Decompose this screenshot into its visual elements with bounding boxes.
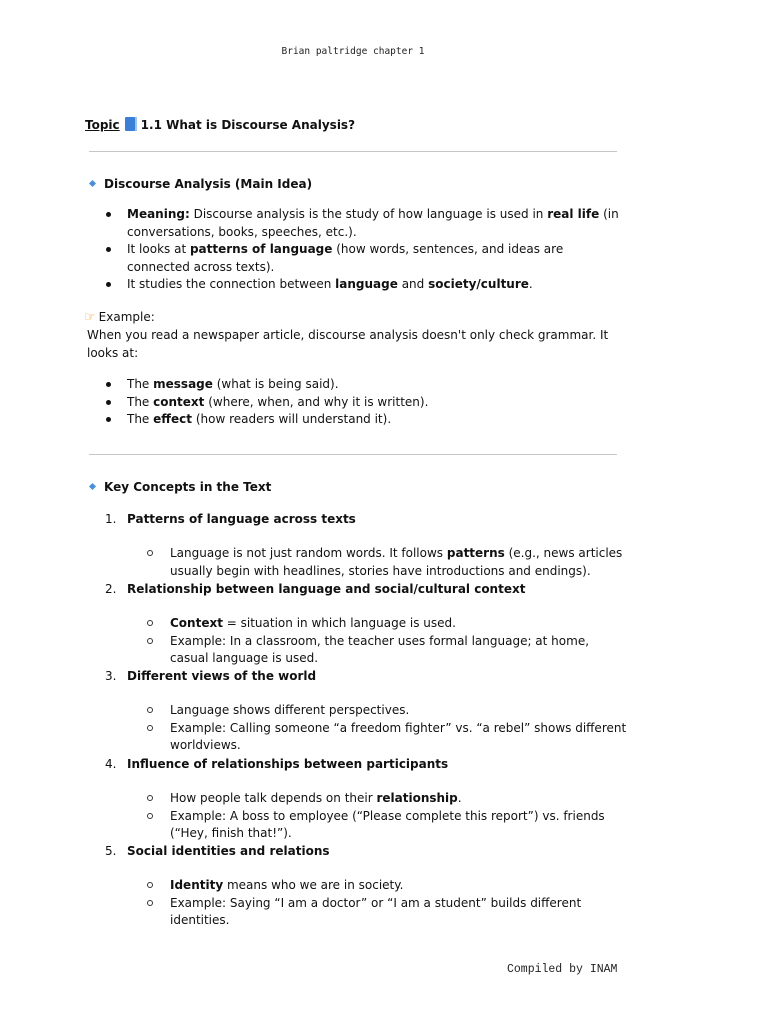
numbered-item [105, 843, 330, 859]
divider [89, 454, 617, 455]
bold-text: patterns [446, 546, 505, 560]
diamond-bullet-icon [89, 483, 96, 490]
hollow-bullet-icon [147, 882, 153, 888]
item-number: 5. [105, 844, 117, 858]
bold-text: message [153, 377, 213, 391]
book-icon [125, 117, 137, 131]
numbered-item [105, 511, 356, 527]
bold-text: society/culture [428, 277, 529, 291]
bullet-dot-icon [106, 400, 111, 405]
sub-list-item [147, 702, 627, 720]
text-run: (in conversations, books, speeches, etc.). [127, 207, 619, 239]
item-number: 1. [105, 512, 117, 526]
sub-list [147, 790, 627, 843]
item-title: Social identities and relations [127, 844, 330, 858]
sub-list-item [147, 877, 627, 895]
text-run: The [127, 412, 154, 426]
text-run: Language shows different perspectives. [170, 703, 410, 717]
hollow-bullet-icon [147, 550, 153, 556]
sub-list [147, 615, 627, 668]
sub-list-item [147, 790, 627, 808]
text-run: (how words, sentences, and ideas are connected across texts). [127, 242, 564, 274]
bullet-dot-icon [106, 247, 111, 252]
topic-label: Topic [85, 118, 120, 132]
list-item [85, 276, 625, 294]
item-title: Influence of relationships between participants [127, 757, 449, 771]
text-run: Discourse analysis is the study of how language is used in [189, 207, 548, 221]
text-run: (how readers will understand it). [192, 412, 392, 426]
bold-text: patterns of language [189, 242, 333, 256]
text-run: (what is being said). [212, 377, 339, 391]
hollow-bullet-icon [147, 707, 153, 713]
text-run: The [127, 394, 154, 409]
page-footer: Compiled by INAM [507, 963, 618, 976]
bold-text: Meaning: [127, 207, 190, 221]
example-label: Example: [98, 310, 155, 324]
list-item [85, 241, 625, 276]
section-heading-text: Discourse Analysis (Main Idea) [104, 177, 313, 191]
divider [89, 151, 617, 152]
sub-list [147, 877, 627, 930]
hollow-bullet-icon [147, 795, 153, 801]
topic-title: 1.1 What is Discourse Analysis? [140, 118, 356, 132]
text-run: = situation in which language is used. [222, 616, 456, 630]
bold-text: context [153, 394, 205, 409]
hollow-bullet-icon [147, 725, 153, 731]
bold-text: Identity [170, 878, 224, 892]
example-label-line [84, 309, 155, 326]
example-list [85, 376, 625, 429]
sub-list-item [147, 720, 627, 755]
numbered-item [105, 581, 525, 597]
text-run: Example: In a classroom, the teacher uses formal language; at home, casual language is used. [170, 633, 590, 665]
list-item [85, 411, 625, 429]
text-run: . [528, 277, 533, 291]
hollow-bullet-icon [147, 813, 153, 819]
text-run: Language is not just random words. It follows [170, 546, 447, 560]
hollow-bullet-icon [147, 638, 153, 644]
list-item [85, 206, 625, 241]
topic-line [85, 117, 355, 133]
diamond-bullet-icon [89, 180, 96, 187]
sub-list-item [147, 808, 627, 843]
text-run: Example: Calling someone “a freedom fighter” vs. “a rebel” shows different worldviews. [170, 720, 627, 752]
text-run: means who we are in society. [223, 878, 404, 892]
hollow-bullet-icon [147, 900, 153, 906]
sub-list-item [147, 545, 627, 580]
item-title: Different views of the world [127, 669, 317, 683]
item-title: Relationship between language and social/cultural context [127, 582, 526, 596]
list-item [85, 394, 625, 412]
list-item [85, 376, 625, 394]
item-title: Patterns of language across texts [127, 512, 356, 526]
bold-text: effect [153, 412, 192, 426]
text-run: It looks at [127, 242, 190, 256]
sub-list-item [147, 895, 627, 930]
example-paragraph: When you read a newspaper article, discourse analysis doesn't only check grammar. It looks at: [87, 328, 609, 360]
text-run: Example: Saying “I am a doctor” or “I am a student” builds different identities. [170, 895, 582, 927]
hollow-bullet-icon [147, 620, 153, 626]
section-heading-main-idea [85, 176, 312, 192]
sub-list [147, 545, 627, 580]
bullet-dot-icon [106, 382, 111, 387]
main-idea-list [85, 206, 625, 294]
sub-list-item [147, 615, 627, 633]
numbered-item [105, 668, 316, 684]
sub-list-item [147, 633, 627, 668]
bold-text: Context [170, 616, 223, 630]
text-run: and [397, 277, 429, 291]
bullet-dot-icon [106, 417, 111, 422]
text-run: The [127, 377, 154, 391]
bold-text: real life [547, 207, 600, 221]
bullet-dot-icon [106, 212, 111, 217]
text-run: It studies the connection between [127, 277, 336, 291]
section-heading-key-concepts [85, 479, 271, 495]
bold-text: relationship [376, 791, 458, 805]
text-run: How people talk depends on their [170, 791, 377, 805]
page-header: Brian paltridge chapter 1 [281, 46, 425, 57]
bold-text: language [335, 277, 398, 291]
text-run: . [457, 791, 462, 805]
text-run: (where, when, and why it is written). [204, 394, 429, 409]
item-number: 3. [105, 669, 117, 683]
sub-list [147, 702, 627, 755]
bullet-dot-icon [106, 282, 111, 287]
text-run: Example: A boss to employee (“Please complete this report”) vs. friends (“Hey, finish that!”). [170, 808, 605, 840]
text-run: (e.g., news articles usually begin with headlines, stories have introductions and endings). [170, 546, 623, 578]
item-number: 2. [105, 582, 117, 596]
numbered-item [105, 756, 448, 772]
item-number: 4. [105, 757, 117, 771]
pointing-hand-icon: ☞ [84, 310, 96, 325]
section-heading-text: Key Concepts in the Text [104, 480, 272, 494]
